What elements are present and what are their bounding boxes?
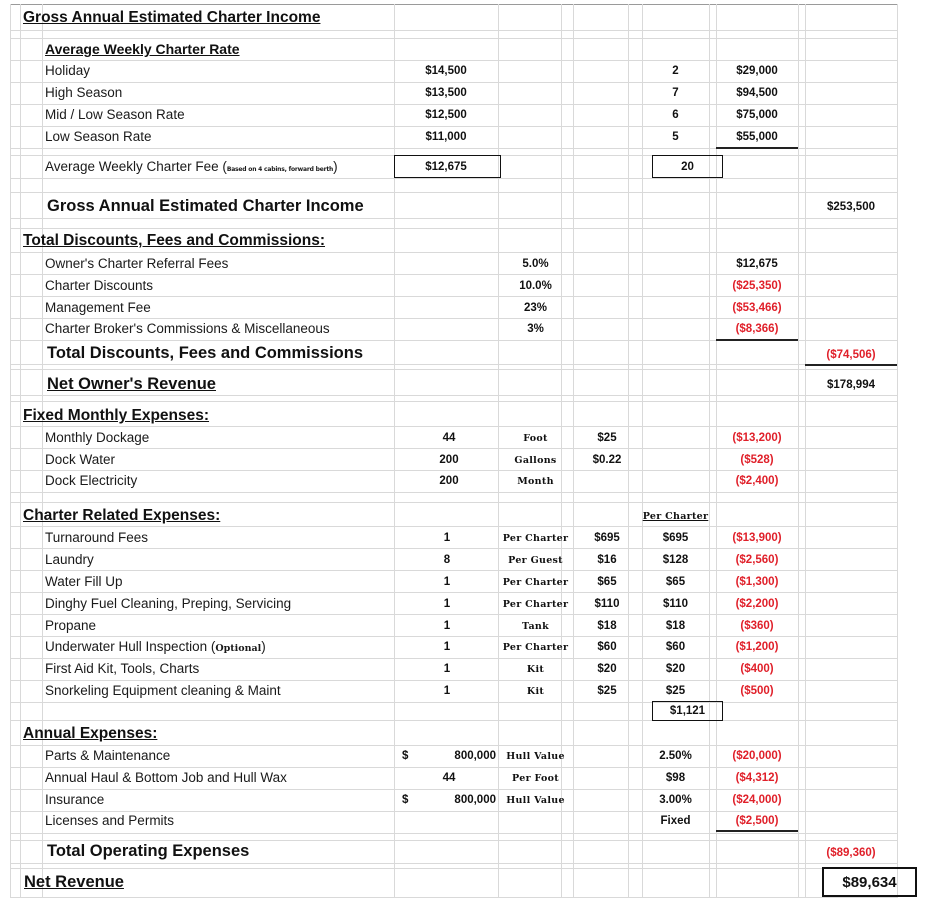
weeks-value[interactable]: 6 [672,109,679,121]
gridline [628,4,629,898]
gridline [561,4,562,898]
net-owner-revenue-value[interactable]: $178,994 [827,379,875,391]
weeks-value[interactable]: 5 [672,131,679,143]
rate-value[interactable]: $12,500 [425,109,467,121]
fixed-unit: Month [517,476,554,487]
charter-expense-label: Water Fill Up [45,574,123,589]
gridline [10,274,898,275]
sum-underline [805,364,897,366]
rate-value[interactable]: $13,500 [425,87,467,99]
total-discounts-label: Total Discounts, Fees and Commissions [47,344,364,362]
gridline [10,745,898,746]
gridline [798,4,799,898]
gridline [498,4,499,898]
section-title-discounts: Total Discounts, Fees and Commissions: [23,232,326,249]
gridline [10,840,898,841]
charter-expense-qty[interactable]: 1 [443,620,451,632]
sum-underline [716,830,798,832]
gridline [10,82,898,83]
net-owner-revenue-label: Net Owner's Revenue [47,375,216,393]
rate-header: Average Weekly Charter Rate [45,41,240,57]
charter-expense-price[interactable]: $695 [594,532,620,544]
charter-expense-amount[interactable]: ($13,900) [732,532,782,544]
avg-fee-close: ) [333,159,338,174]
rate-label: Holiday [45,63,91,78]
charter-expense-label-close: ) [261,639,266,654]
discount-label: Owner's Charter Referral Fees [45,256,229,271]
section-title-income: Gross Annual Estimated Charter Income [23,9,321,26]
gridline [805,4,806,898]
charter-expense-amount[interactable]: ($400) [740,663,774,675]
annual-amount[interactable]: ($2,500) [735,815,779,827]
fixed-label: Dock Water [45,452,116,467]
annual-expense-label: Annual Haul & Bottom Job and Hull Wax [45,770,287,785]
charter-expense-per-charter[interactable]: $60 [665,641,686,653]
annual-expense-label: Parts & Maintenance [45,748,171,763]
gridline [10,178,898,179]
rate-total[interactable]: $94,500 [736,87,778,99]
gridline [10,680,898,681]
gridline [10,636,898,637]
discount-amount[interactable]: ($8,366) [735,323,779,335]
charter-expense-unit: Per Charter [502,599,569,610]
charter-expense-label: Turnaround Fees [45,530,149,545]
fixed-label: Dock Electricity [45,473,138,488]
charter-expense-amount[interactable]: ($500) [740,685,774,697]
gross-income-value[interactable]: $253,500 [827,201,875,213]
rate-label: High Season [45,85,123,100]
charter-expense-qty[interactable]: 1 [443,576,451,588]
charter-expense-amount[interactable]: ($2,200) [735,598,779,610]
charter-expense-price[interactable]: $65 [597,576,617,588]
gridline [10,592,898,593]
gridline [10,502,898,503]
discount-amount[interactable]: $12,675 [736,258,778,270]
gridline [10,897,898,898]
charter-expense-unit: Per Guest [508,555,563,566]
gross-income-label: Gross Annual Estimated Charter Income [47,197,364,215]
rate-label: Low Season Rate [45,129,152,144]
gridline [10,868,898,869]
discount-pct[interactable]: 23% [523,302,548,314]
gridline [42,4,43,898]
annual-rate[interactable]: $98 [665,772,686,784]
gridline [10,470,898,471]
gridline [10,218,898,219]
rate-total[interactable]: $55,000 [736,131,778,143]
charter-expense-qty[interactable]: 1 [443,663,451,675]
annual-amount[interactable]: ($20,000) [732,750,782,762]
gridline [10,614,898,615]
charter-expense-per-charter[interactable]: $110 [663,598,688,610]
charter-expense-unit: Per Charter [502,533,569,544]
gridline [10,426,898,427]
avg-fee-note: Based on 4 cabins, forward berth [226,166,334,173]
annual-rate[interactable]: 2.50% [659,750,692,762]
charter-expense-label: First Aid Kit, Tools, Charts [45,661,200,676]
gridline [10,395,898,396]
discount-pct[interactable]: 10.0% [519,280,552,292]
discount-amount[interactable]: ($53,466) [732,302,782,314]
charter-expense-unit: Per Charter [502,642,569,653]
charter-expense-unit: Kit [526,686,545,697]
discount-pct[interactable]: 5.0% [522,258,549,270]
fixed-price[interactable]: $25 [597,432,617,444]
section-title-fixed: Fixed Monthly Expenses: [23,407,210,424]
gridline [10,38,898,39]
charter-expense-per-charter[interactable]: $18 [665,620,686,632]
gridline [10,833,898,834]
gridline [10,548,898,549]
fixed-qty[interactable]: 44 [442,432,456,444]
section-title-annual: Annual Expenses: [23,725,158,742]
gridline [10,767,898,768]
annual-base-value[interactable]: 44 [442,772,456,784]
discount-pct[interactable]: 3% [527,323,544,335]
annual-unit: Hull Value [506,751,565,762]
per-charter-total[interactable]: $1,121 [669,705,706,717]
annual-amount[interactable]: ($24,000) [732,794,782,806]
avg-fee-label [45,160,338,174]
net-revenue-label: Net Revenue [24,873,124,891]
weeks-value[interactable]: 7 [672,87,679,99]
net-revenue-value[interactable]: $89,634 [842,874,897,891]
charter-expense-label: Propane [45,618,97,633]
charter-expense-price[interactable]: $18 [597,620,617,632]
charter-expense-label: Laundry [45,552,94,567]
gridline [573,4,574,898]
weeks-value[interactable]: 2 [672,65,679,77]
annual-base-value[interactable]: 800,000 [454,750,496,762]
gridline [10,492,898,493]
charter-expense-unit: Kit [526,664,545,675]
charter-expense-per-charter[interactable]: $128 [662,554,689,566]
charter-expense-amount[interactable]: ($1,200) [735,641,779,653]
fixed-qty[interactable]: 200 [439,454,459,466]
fixed-amount[interactable]: ($528) [740,454,774,466]
gridline [10,526,898,527]
gridline [10,126,898,127]
charter-expense-price[interactable]: $60 [597,641,617,653]
charter-expense-per-charter[interactable]: $65 [665,576,686,588]
fixed-qty[interactable]: 200 [439,475,459,487]
top-border [10,4,898,5]
gridline [10,60,898,61]
charter-expense-qty[interactable]: 1 [443,641,451,653]
annual-amount[interactable]: ($4,312) [735,772,779,784]
charter-expense-amount[interactable]: ($1,300) [735,576,779,588]
gridline [10,364,898,365]
charter-expense-label: Snorkeling Equipment cleaning & Maint [45,683,281,698]
fixed-amount[interactable]: ($13,200) [732,432,782,444]
charter-expense-price[interactable]: $110 [594,598,620,610]
gridline [10,702,898,703]
charter-expense-price[interactable]: $20 [597,663,617,675]
total-weeks-value[interactable]: 20 [681,161,694,173]
gridline [10,658,898,659]
gridline [10,318,898,319]
optional-note: Optional [215,643,262,654]
gridline [10,4,11,898]
annual-rate[interactable]: 3.00% [659,794,692,806]
annual-currency-symbol: $ [402,794,409,806]
rate-total[interactable]: $75,000 [736,109,778,121]
gridline [10,720,898,721]
charter-expense-label: Dinghy Fuel Cleaning, Preping, Servicing [45,596,292,611]
charter-expense-price[interactable]: $25 [597,685,617,697]
sum-underline [716,147,798,149]
charter-expense-label-text: Underwater Hull Inspection ( [45,639,216,654]
gridline [10,252,898,253]
charter-expense-label [45,640,266,654]
gridline [10,401,898,402]
fixed-amount[interactable]: ($2,400) [735,475,779,487]
annual-expense-label: Licenses and Permits [45,813,175,828]
rate-label: Mid / Low Season Rate [45,107,185,122]
charter-expense-unit: Per Charter [502,577,569,588]
charter-expense-amount[interactable]: ($2,560) [735,554,779,566]
section-title-charter: Charter Related Expenses: [23,507,221,524]
total-operating-expenses-value[interactable]: ($89,360) [826,847,876,859]
charter-expense-unit: Tank [521,621,549,632]
gridline [897,4,898,898]
charter-expense-qty[interactable]: 8 [443,554,451,566]
gridline [10,789,898,790]
charter-expense-per-charter[interactable]: $25 [665,685,686,697]
charter-expense-qty[interactable]: 1 [443,532,451,544]
gridline [10,228,898,229]
discount-label: Management Fee [45,300,151,315]
fixed-price[interactable]: $0.22 [592,454,622,466]
gridline [10,863,898,864]
discount-label: Charter Discounts [45,278,154,293]
gridline [10,811,898,812]
charter-expense-per-charter[interactable]: $20 [665,663,686,675]
charter-expense-qty[interactable]: 1 [443,598,451,610]
sum-underline [716,339,798,341]
gridline [20,4,21,898]
gridline [10,30,898,31]
rate-value[interactable]: $14,500 [425,65,467,77]
charter-expense-price[interactable]: $16 [597,554,617,566]
fixed-label: Monthly Dockage [45,430,150,445]
rate-total[interactable]: $29,000 [736,65,778,77]
avg-fee-label-text: Average Weekly Charter Fee ( [45,159,227,174]
discount-label: Charter Broker's Commissions & Miscellaneous [45,321,330,336]
per-charter-header: Per Charter [642,511,709,522]
annual-expense-label: Insurance [45,792,105,807]
charter-expense-amount[interactable]: ($360) [740,620,774,632]
total-operating-expenses-label: Total Operating Expenses [47,842,250,860]
gridline [709,4,710,898]
discount-amount[interactable]: ($25,350) [732,280,782,292]
annual-unit: Hull Value [506,795,565,806]
annual-unit: Per Foot [512,773,559,784]
gridline [10,369,898,370]
charter-expense-per-charter[interactable]: $695 [662,532,689,544]
gridline [10,104,898,105]
gridline [10,448,898,449]
fixed-unit: Foot [523,433,548,444]
annual-base-value[interactable]: 800,000 [454,794,496,806]
rate-value[interactable]: $11,000 [425,131,467,143]
annual-rate[interactable]: Fixed [660,815,691,827]
annual-currency-symbol: $ [402,750,409,762]
gridline [10,192,898,193]
charter-expense-qty[interactable]: 1 [443,685,451,697]
gridline [10,296,898,297]
fixed-unit: Gallons [514,455,557,466]
gridline [10,570,898,571]
avg-fee-value[interactable]: $12,675 [425,161,467,173]
total-discounts-value[interactable]: ($74,506) [826,349,876,361]
